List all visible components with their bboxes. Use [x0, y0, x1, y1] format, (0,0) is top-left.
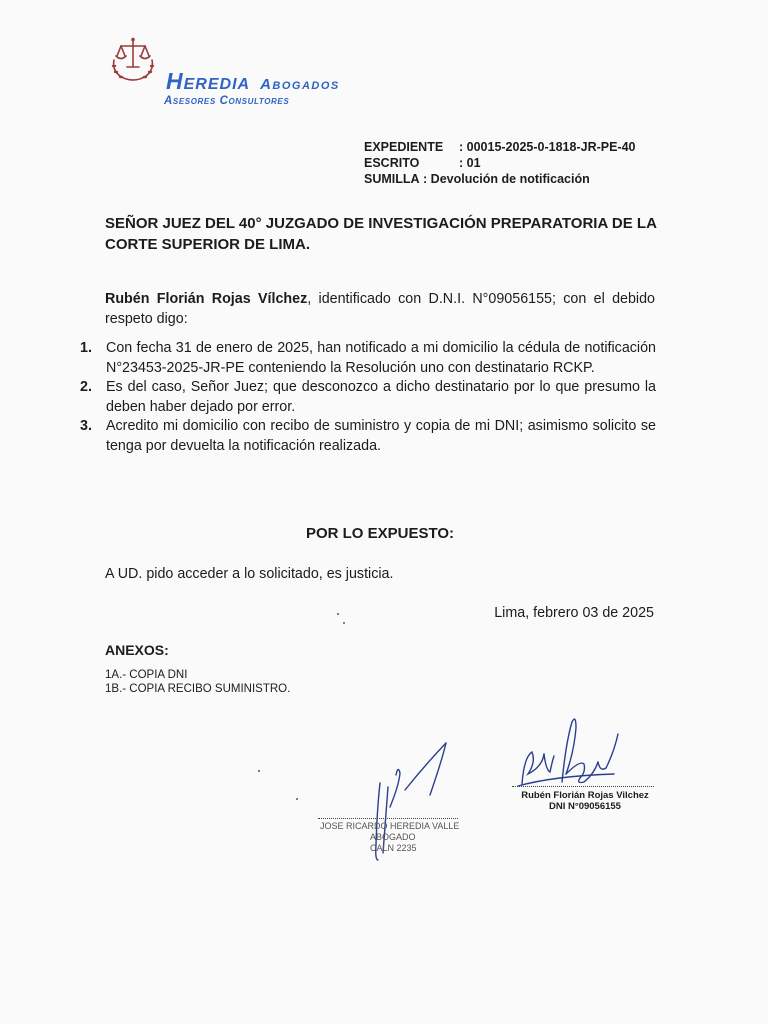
list-item: [80, 339, 656, 378]
list-item-text: Acredito mi domicilio con recibo de suministro y copia de mi DNI; asimismo solicito se tenga por devuelta la notificación realizada.: [106, 418, 656, 454]
annex-list: [105, 668, 290, 696]
place-date: Lima, febrero 03 de 2025: [494, 605, 654, 621]
client-name: Rubén Florián Rojas Vilchez: [521, 790, 649, 801]
list-item-number: 1.: [80, 340, 92, 356]
client-dni: DNI N°09056155: [549, 801, 621, 812]
escrito-label: ESCRITO: [364, 156, 420, 170]
list-item-text: Con fecha 31 de enero de 2025, han notificado a mi domicilio la cédula de notificación N°23453-2025-JR-PE conteniendo la Resolución uno con destinatario RCKP.: [106, 340, 656, 376]
list-item-text: Es del caso, Señor Juez; que desconozco a dicho destinatario por lo que presumo la deben haber dejado por error.: [106, 379, 656, 415]
escrito-value: : 01: [459, 156, 481, 170]
section-title: POR LO EXPUESTO:: [305, 525, 455, 542]
expediente-row: [364, 139, 636, 155]
expediente-value: : 00015-2025-0-1818-JR-PE-40: [459, 140, 636, 154]
firm-name-sub: Abogados: [260, 76, 340, 93]
expediente-label: EXPEDIENTE: [364, 140, 444, 154]
scan-speck: [337, 613, 339, 615]
addressee-heading: SEÑOR JUEZ DEL 40° JUZGADO DE INVESTIGACIÓN PREPARATORIA DE LA CORTE SUPERIOR DE LIMA.: [105, 215, 657, 253]
lawyer-registration: CALN 2235: [370, 843, 417, 853]
sumilla-label: SUMILLA: [364, 172, 420, 186]
firm-tagline: Asesores Consultores: [164, 95, 290, 107]
annex-item: 1B.- COPIA RECIBO SUMINISTRO.: [105, 683, 291, 695]
list-item-number: 3.: [80, 418, 92, 434]
client-signature-line: [512, 786, 654, 787]
list-item: [80, 417, 656, 456]
client-signature-icon: [514, 712, 624, 792]
case-header: [364, 139, 636, 187]
list-item: [80, 378, 656, 417]
firm-name: [166, 68, 340, 95]
annex-item: 1A.- COPIA DNI: [105, 669, 188, 681]
scales-of-justice-icon: [106, 36, 160, 84]
firm-name-main: Heredia: [166, 68, 251, 94]
scan-speck: [343, 622, 345, 624]
client-signature-caption: [515, 790, 655, 812]
lawyer-signature-line: [318, 818, 458, 819]
lawyer-title: ABOGADO: [370, 832, 416, 842]
annex-heading: ANEXOS:: [105, 642, 169, 658]
scan-speck: [296, 798, 298, 800]
scan-speck: [258, 770, 260, 772]
request-text: A UD. pido acceder a lo solicitado, es justicia.: [105, 566, 394, 582]
sumilla-row: [364, 171, 636, 187]
list-item-number: 2.: [80, 379, 92, 395]
lawyer-signature-caption: [320, 821, 459, 854]
intro-text: , identificado con D.N.I. N°09056155; con el debido respeto digo:: [105, 291, 655, 327]
petitioner-name: Rubén Florián Rojas Vílchez: [105, 291, 308, 307]
numbered-list: [80, 339, 656, 456]
escrito-row: [364, 155, 636, 171]
lawyer-name: JOSE RICARDO HEREDIA VALLE: [320, 821, 460, 831]
intro-paragraph: [105, 290, 655, 329]
sumilla-value: : Devolución de notificación: [419, 172, 590, 186]
